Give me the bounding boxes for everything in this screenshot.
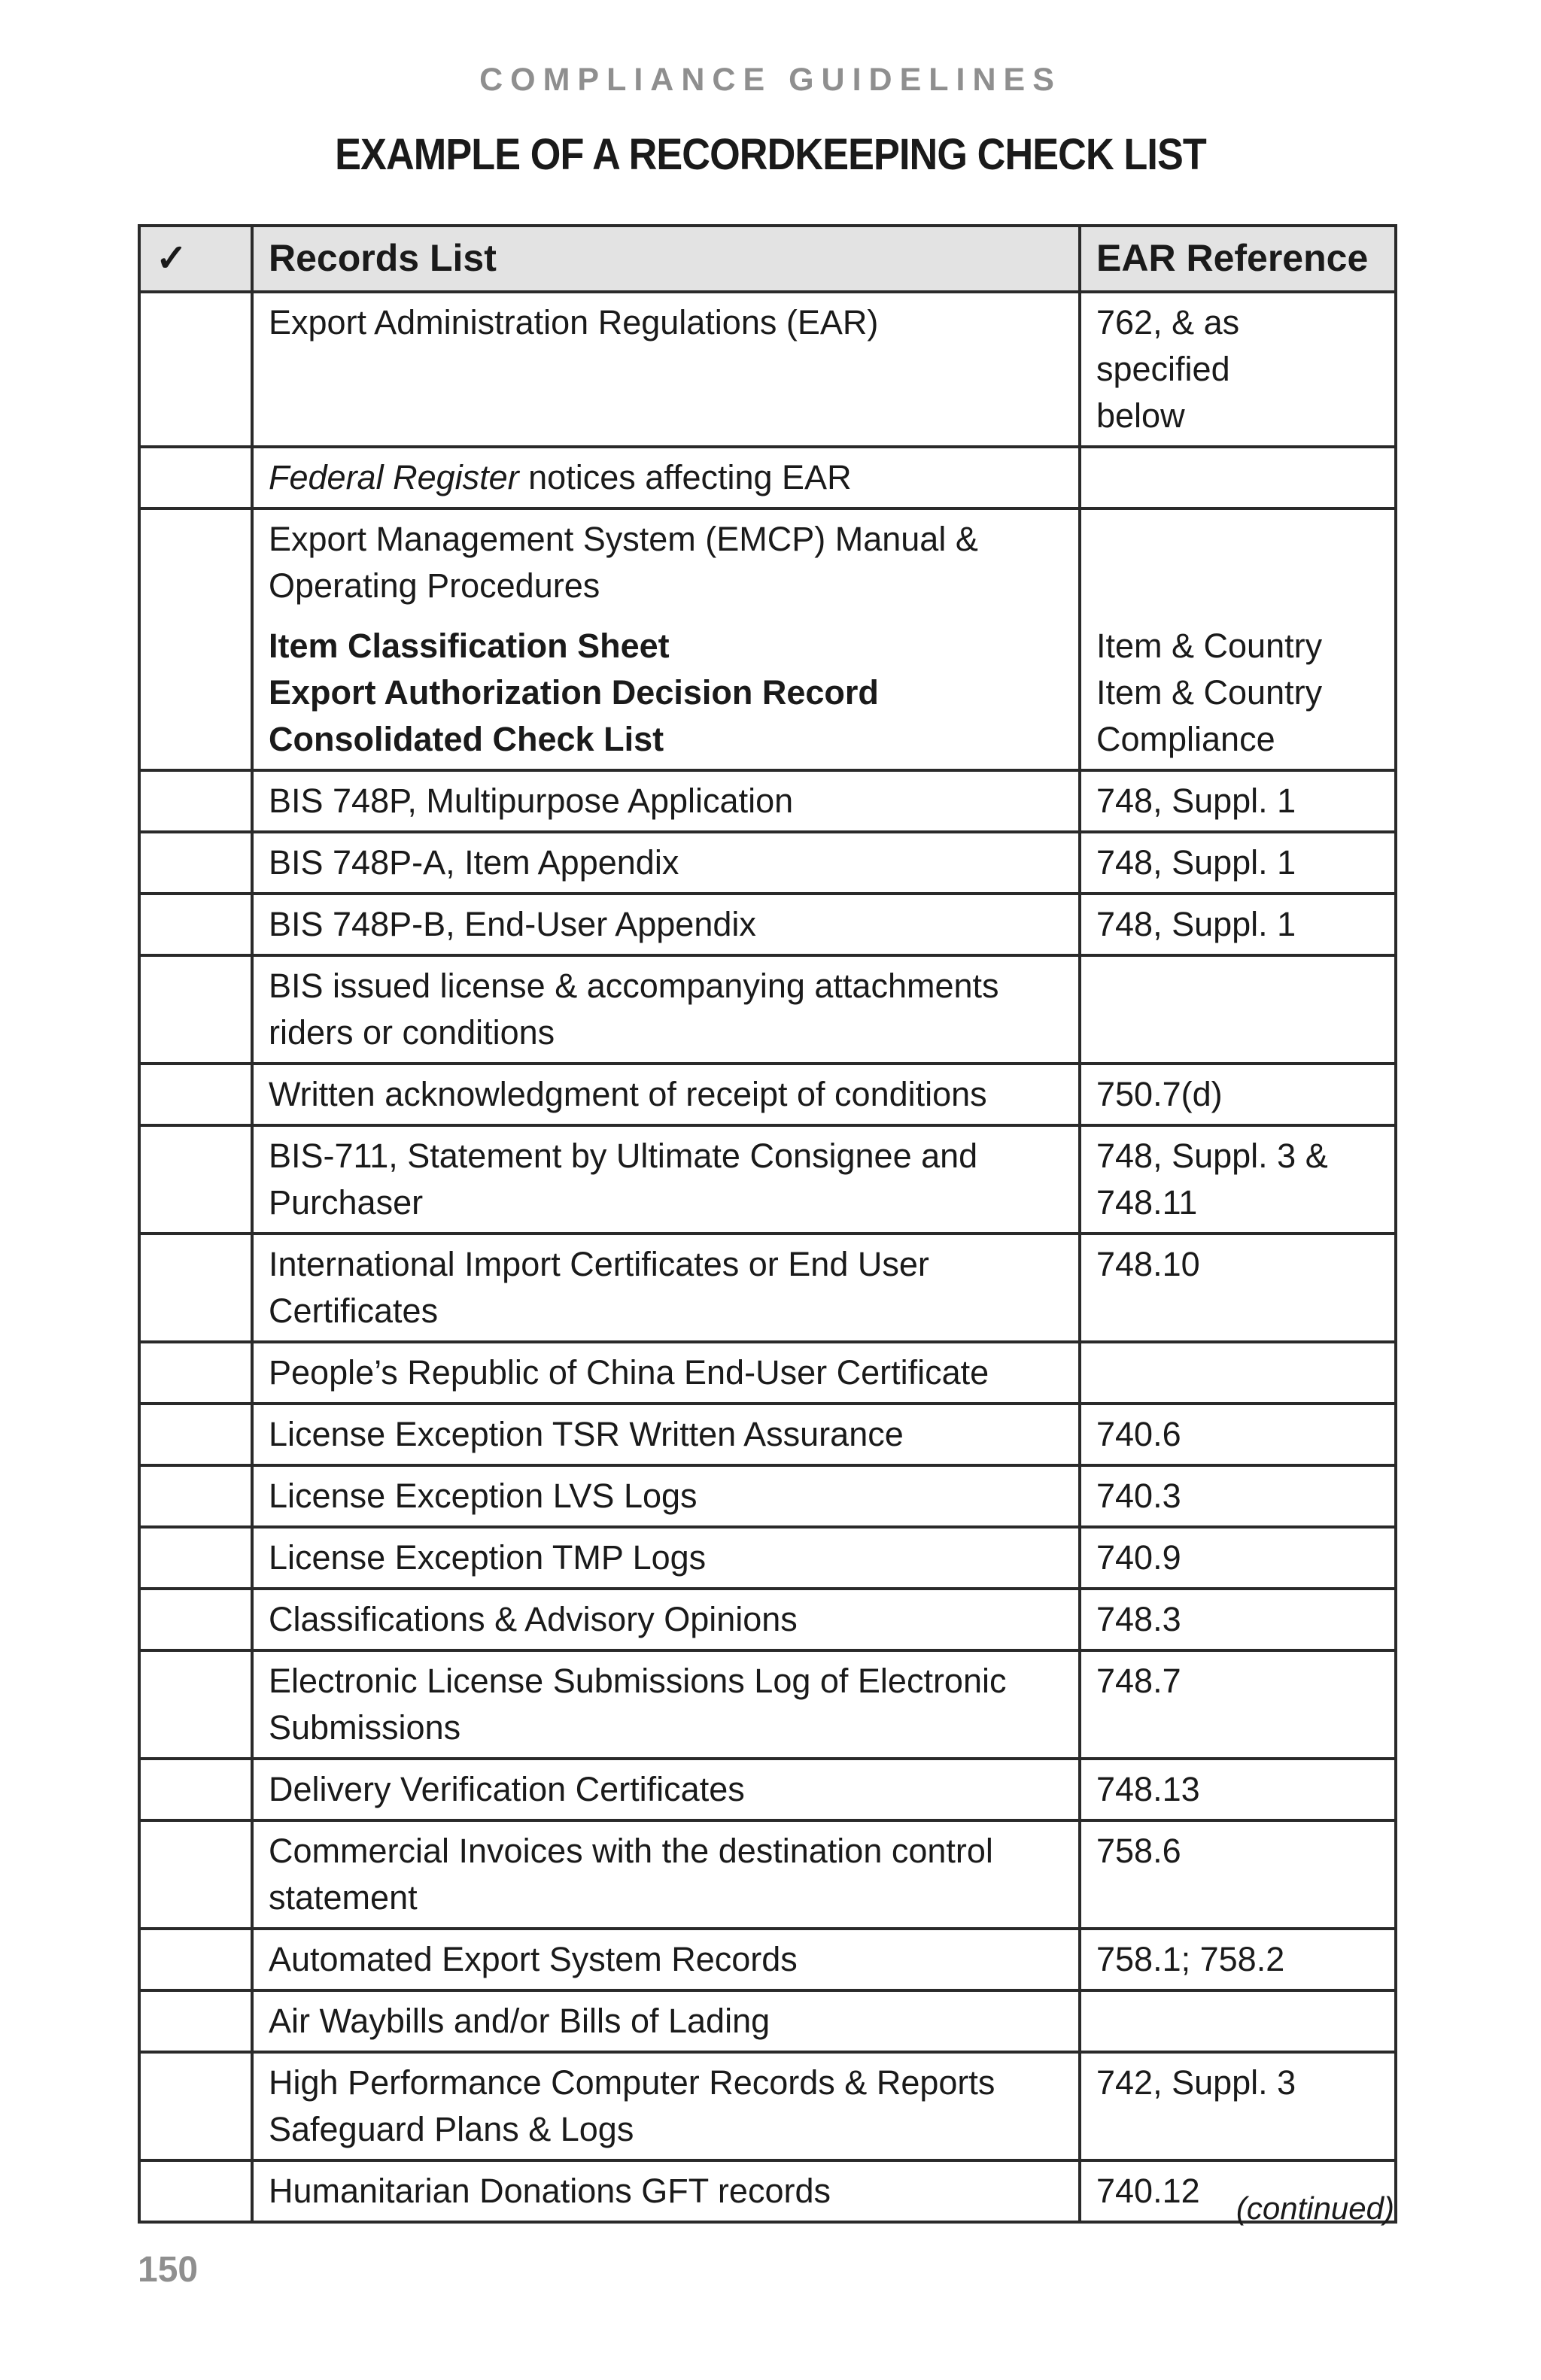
check-cell[interactable] — [139, 1342, 252, 1404]
reference-text: 748.3 — [1096, 1600, 1181, 1638]
records-column-header: Records List — [252, 226, 1080, 292]
check-cell[interactable] — [139, 1064, 252, 1125]
check-cell[interactable] — [139, 894, 252, 955]
record-cell — [252, 1404, 1080, 1465]
record-text: statement — [269, 1878, 418, 1917]
record-text: Air Waybills and/or Bills of Lading — [269, 2002, 770, 2040]
check-cell[interactable] — [139, 1650, 252, 1759]
reference-text: Item & Country — [1096, 673, 1323, 712]
reference-cell — [1080, 292, 1396, 447]
record-text: Operating Procedures — [269, 566, 600, 605]
reference-cell — [1080, 1929, 1396, 1990]
record-text: Delivery Verification Certificates — [269, 1770, 745, 1808]
table-row — [139, 1234, 1396, 1342]
record-text: Electronic License Submissions Log of Electronic — [269, 1662, 1007, 1700]
record-text: Written acknowledgment of receipt of conditions — [269, 1075, 987, 1113]
check-cell[interactable] — [139, 1589, 252, 1650]
record-text: BIS 748P, Multipurpose Application — [269, 782, 794, 820]
table-row — [139, 508, 1396, 770]
reference-text: 748, Suppl. 1 — [1096, 905, 1296, 943]
record-text: Submissions — [269, 1708, 461, 1747]
table-row — [139, 292, 1396, 447]
record-cell — [252, 1342, 1080, 1404]
record-cell — [252, 1527, 1080, 1589]
record-text: BIS 748P-B, End-User Appendix — [269, 905, 756, 943]
record-text: Automated Export System Records — [269, 1940, 798, 1978]
reference-text: 740.3 — [1096, 1477, 1181, 1515]
check-cell[interactable] — [139, 508, 252, 770]
reference-text: 748, Suppl. 3 & — [1096, 1137, 1328, 1175]
record-cell — [252, 1990, 1080, 2052]
reference-text: 758.6 — [1096, 1832, 1181, 1870]
reference-text: 750.7(d) — [1096, 1075, 1223, 1113]
check-cell[interactable] — [139, 1404, 252, 1465]
record-text: License Exception LVS Logs — [269, 1477, 698, 1515]
continued-note: (continued) — [1236, 2190, 1394, 2226]
reference-cell — [1080, 1650, 1396, 1759]
check-cell[interactable] — [139, 447, 252, 508]
record-text: riders or conditions — [269, 1013, 555, 1052]
reference-text: 740.9 — [1096, 1538, 1181, 1577]
record-cell — [252, 1125, 1080, 1234]
record-subitem: Consolidated Check List — [269, 720, 664, 758]
reference-text: 762, & as specified — [1096, 303, 1240, 388]
recordkeeping-checklist-table — [138, 224, 1397, 2224]
table-row — [139, 1820, 1396, 1929]
table-row — [139, 1064, 1396, 1125]
page-title: EXAMPLE OF A RECORDKEEPING CHECK LIST — [335, 130, 1206, 179]
reference-text: 748.11 — [1096, 1183, 1198, 1222]
check-cell[interactable] — [139, 1990, 252, 2052]
table-row — [139, 1929, 1396, 1990]
record-text: Export Administration Regulations (EAR) — [269, 303, 879, 342]
reference-text: 758.1; 758.2 — [1096, 1940, 1285, 1978]
table-row — [139, 832, 1396, 894]
check-cell[interactable] — [139, 1465, 252, 1527]
record-cell — [252, 1929, 1080, 1990]
reference-text: 742, Suppl. 3 — [1096, 2063, 1296, 2102]
record-cell — [252, 1064, 1080, 1125]
reference-text: Item & Country — [1096, 627, 1323, 665]
reference-cell — [1080, 832, 1396, 894]
record-cell — [252, 447, 1080, 508]
record-text: BIS 748P-A, Item Appendix — [269, 843, 679, 882]
reference-cell — [1080, 447, 1396, 508]
reference-cell — [1080, 1589, 1396, 1650]
record-text: International Import Certificates or End User — [269, 1245, 929, 1283]
table-row — [139, 1527, 1396, 1589]
table-row — [139, 1125, 1396, 1234]
table-row — [139, 1759, 1396, 1820]
record-cell — [252, 508, 1080, 770]
record-cell — [252, 1465, 1080, 1527]
reference-text: 748, Suppl. 1 — [1096, 782, 1296, 820]
record-cell — [252, 292, 1080, 447]
check-cell[interactable] — [139, 1759, 252, 1820]
reference-text: 740.6 — [1096, 1415, 1181, 1453]
check-cell[interactable] — [139, 292, 252, 447]
record-subitem: Export Authorization Decision Record — [269, 673, 879, 712]
record-cell — [252, 2160, 1080, 2222]
record-cell — [252, 1820, 1080, 1929]
record-text: Export Management System (EMCP) Manual & — [269, 520, 978, 558]
check-cell[interactable] — [139, 2160, 252, 2222]
table-row — [139, 1465, 1396, 1527]
reference-text: 748.13 — [1096, 1770, 1200, 1808]
check-cell[interactable] — [139, 1234, 252, 1342]
check-cell[interactable] — [139, 2052, 252, 2160]
reference-cell — [1080, 2052, 1396, 2160]
check-cell[interactable] — [139, 1820, 252, 1929]
record-text: notices affecting EAR — [518, 458, 852, 496]
record-text: Classifications & Advisory Opinions — [269, 1600, 798, 1638]
reference-cell — [1080, 1820, 1396, 1929]
reference-text: 748, Suppl. 1 — [1096, 843, 1296, 882]
record-text: Commercial Invoices with the destination control — [269, 1832, 993, 1870]
reference-cell — [1080, 1759, 1396, 1820]
running-head: COMPLIANCE GUIDELINES — [479, 62, 1062, 98]
table-row — [139, 955, 1396, 1064]
record-cell — [252, 1759, 1080, 1820]
check-cell[interactable] — [139, 770, 252, 832]
reference-cell — [1080, 1342, 1396, 1404]
reference-cell — [1080, 894, 1396, 955]
record-cell — [252, 894, 1080, 955]
record-text: Purchaser — [269, 1183, 424, 1222]
record-cell — [252, 955, 1080, 1064]
check-cell[interactable] — [139, 955, 252, 1064]
reference-text: below — [1096, 396, 1185, 435]
record-text-italic: Federal Register — [269, 458, 519, 496]
reference-cell — [1080, 1064, 1396, 1125]
check-cell[interactable] — [139, 832, 252, 894]
reference-cell — [1080, 1125, 1396, 1234]
reference-cell — [1080, 955, 1396, 1064]
record-text: People’s Republic of China End-User Certificate — [269, 1353, 989, 1392]
page-number: 150 — [138, 2250, 199, 2290]
check-column-header: ✓ — [139, 226, 252, 292]
record-text: High Performance Computer Records & Reports — [269, 2063, 995, 2102]
record-cell — [252, 832, 1080, 894]
reference-text: 748.7 — [1096, 1662, 1181, 1700]
record-cell — [252, 1589, 1080, 1650]
record-text: Humanitarian Donations GFT records — [269, 2172, 831, 2210]
table-header-row — [139, 226, 1396, 292]
table-row — [139, 770, 1396, 832]
reference-column-header: EAR Reference — [1080, 226, 1396, 292]
table-row — [139, 1342, 1396, 1404]
reference-cell — [1080, 1990, 1396, 2052]
record-text: License Exception TSR Written Assurance — [269, 1415, 904, 1453]
record-cell — [252, 770, 1080, 832]
check-cell[interactable] — [139, 1125, 252, 1234]
check-cell[interactable] — [139, 1929, 252, 1990]
reference-cell — [1080, 1465, 1396, 1527]
record-text: License Exception TMP Logs — [269, 1538, 707, 1577]
record-text: Safeguard Plans & Logs — [269, 2110, 634, 2148]
record-cell — [252, 2052, 1080, 2160]
reference-cell — [1080, 508, 1396, 770]
record-cell — [252, 1234, 1080, 1342]
reference-text: 748.10 — [1096, 1245, 1200, 1283]
reference-cell — [1080, 1234, 1396, 1342]
table-row — [139, 894, 1396, 955]
record-text: BIS issued license & accompanying attachments — [269, 967, 999, 1005]
table-row — [139, 2160, 1396, 2222]
table-row — [139, 1650, 1396, 1759]
reference-text: Compliance — [1096, 720, 1275, 758]
reference-cell — [1080, 1527, 1396, 1589]
reference-text: 740.12 — [1096, 2172, 1200, 2210]
table-row — [139, 1589, 1396, 1650]
record-text: BIS-711, Statement by Ultimate Consignee and — [269, 1137, 978, 1175]
table-row — [139, 1404, 1396, 1465]
record-cell — [252, 1650, 1080, 1759]
record-subitem: Item Classification Sheet — [269, 627, 670, 665]
reference-cell — [1080, 1404, 1396, 1465]
record-text: Certificates — [269, 1292, 439, 1330]
check-cell[interactable] — [139, 1527, 252, 1589]
table-row — [139, 1990, 1396, 2052]
table-row — [139, 2052, 1396, 2160]
table-row — [139, 447, 1396, 508]
reference-cell — [1080, 770, 1396, 832]
